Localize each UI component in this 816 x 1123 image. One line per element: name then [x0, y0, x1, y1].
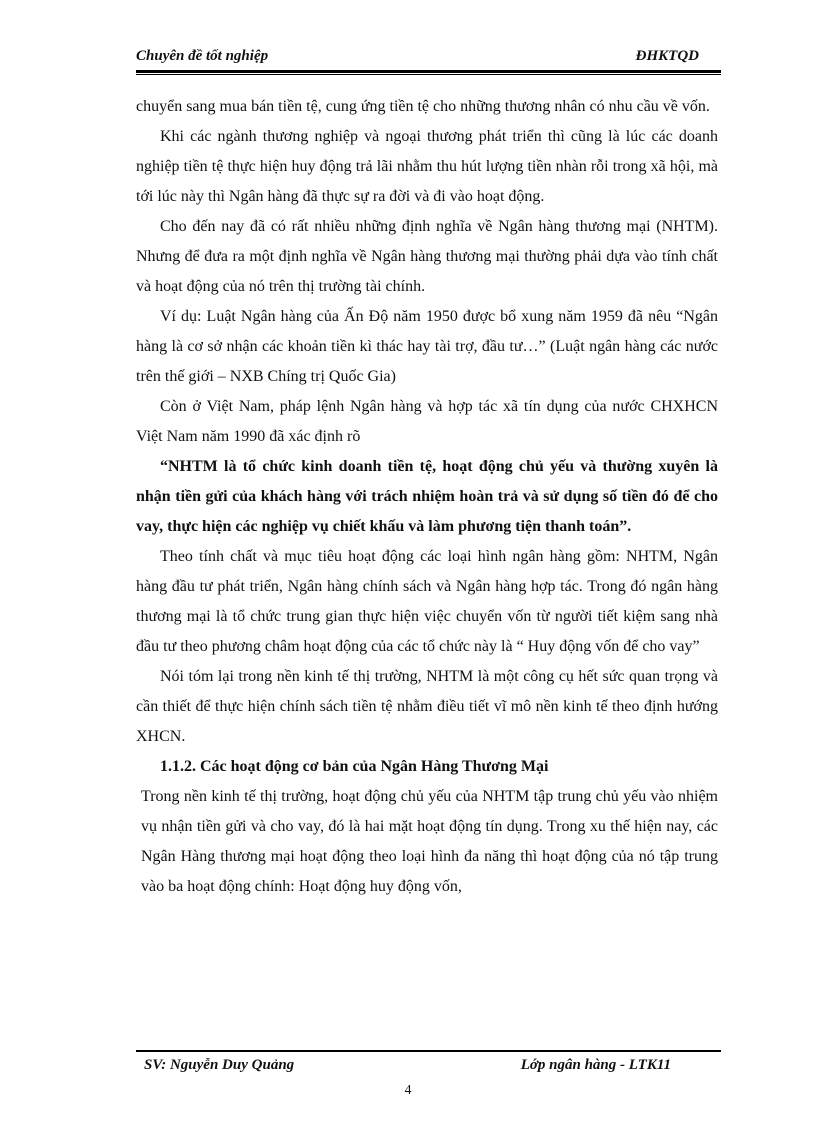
footer-student: SV: Nguyễn Duy Quảng	[144, 1057, 295, 1073]
document-body	[136, 92, 718, 902]
paragraph-india-example: Ví dụ: Luật Ngân hàng của Ấn Độ năm 1950 được bổ xung năm 1959 đã nêu “Ngân hàng là cơ sở nhận các khoản tiền kì thác hay tài trợ, đầu tư…” (Luật ngân hàng các nước trên thế giới – NXB Chíng trị Quốc Gia)	[136, 308, 718, 385]
footer-rule	[136, 1050, 721, 1052]
paragraph-bank-types: Theo tính chất và mục tiêu hoạt động các loại hình ngân hàng gồm: NHTM, Ngân hàng đầu tư phát triển, Ngân hàng chính sách và Ngân hàng hợp tác. Trong đó ngân hàng thương mại là tổ chức trung gian thực hiện việc chuyển vốn từ người tiết kiệm sang nhà đầu tư theo phương châm hoạt động của các tổ chức này là “ Huy động vốn để cho vay”	[136, 548, 718, 655]
paragraph-continuation: chuyển sang mua bán tiền tệ, cung ứng tiền tệ cho những thương nhân có nhu cầu về vốn.	[136, 98, 710, 115]
paragraph-vietnam-ordinance: Còn ở Việt Nam, pháp lệnh Ngân hàng và hợp tác xã tín dụng của nước CHXHCN Việt Nam năm 1990 đã xác định rõ	[136, 398, 718, 445]
header-title: Chuyên đề tốt nghiệp	[136, 48, 269, 64]
paragraph-definitions: Cho đến nay đã có rất nhiều những định nghĩa về Ngân hàng thương mại (NHTM). Nhưng để đưa ra một định nghĩa về Ngân hàng thương mại thường phải dựa vào tính chất và hoạt động của nó trên thị trường tài chính.	[136, 218, 718, 295]
page-number: 4	[404, 1083, 412, 1098]
paragraph-activities: Trong nền kinh tế thị trường, hoạt động chủ yếu của NHTM tập trung chủ yếu vào nhiệm vụ nhận tiền gửi và cho vay, đó là hai mặt hoạt động tín dụng. Trong xu thế hiện nay, các Ngân Hàng thương mại hoạt động theo loại hình đa năng thì hoạt động của nó tập trung vào ba hoạt động chính: Hoạt động huy động vốn,	[141, 788, 718, 895]
footer-class: Lớp ngân hàng - LTK11	[520, 1057, 671, 1073]
paragraph-summary: Nói tóm lại trong nền kinh tế thị trường, NHTM là một công cụ hết sức quan trọng và cần thiết để thực hiện chính sách tiền tệ nhằm điều tiết vĩ mô nền kinh tế theo định hướng XHCN.	[136, 668, 718, 745]
header-rule	[136, 70, 721, 75]
paragraph-definition-quote: “NHTM là tổ chức kinh doanh tiền tệ, hoạt động chủ yếu và thường xuyên là nhận tiền gửi của khách hàng với trách nhiệm hoàn trả và sử dụng số tiền đó để cho vay, thực hiện các nghiệp vụ chiết khấu và làm phương tiện thanh toán”.	[136, 458, 718, 535]
header-institution: ĐHKTQD	[635, 48, 699, 64]
page-header	[136, 48, 721, 72]
section-heading: 1.1.2. Các hoạt động cơ bản của Ngân Hàng Thương Mại	[160, 758, 549, 775]
page-footer	[136, 1057, 721, 1079]
paragraph-commerce: Khi các ngành thương nghiệp và ngoại thương phát triển thì cũng là lúc các doanh nghiệp tiền tệ thực hiện huy động trả lãi nhằm thu hút lượng tiền nhàn rỗi trong xã hội, mà tới lúc này thì Ngân hàng đã thực sự ra đời và đi vào hoạt động.	[136, 128, 718, 205]
